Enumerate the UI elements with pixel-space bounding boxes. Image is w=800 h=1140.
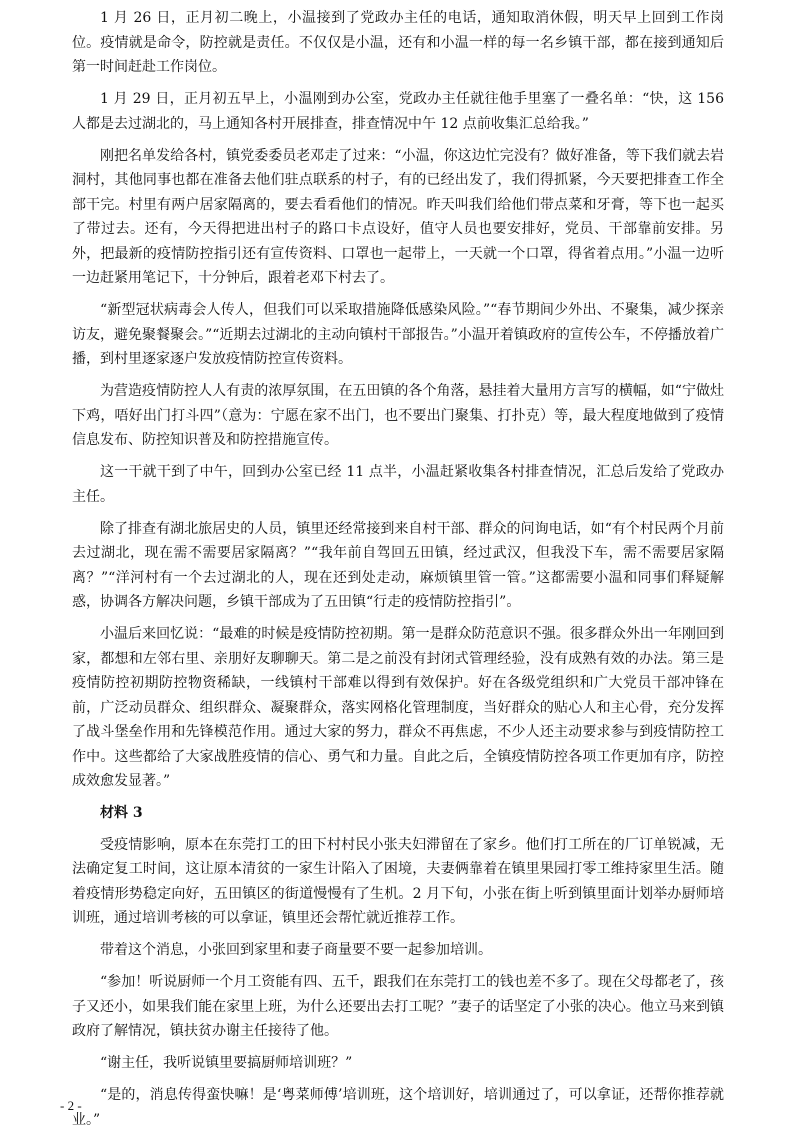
paragraph: 1 月 26 日，正月初二晚上，小温接到了党政办主任的电话，通知取消休假，明天早上回到工作岗位。疫情就是命令，防控就是责任。不仅仅是小温，还有和小温一样的每一名乡镇干部，都在接到通知后第一时间赶赴工作岗位。 [72, 10, 724, 75]
paragraph: 1 月 29 日，正月初五早上，小温刚到办公室，党政办主任就往他手里塞了一叠名单：“快，这 156 人都是去过湖北的，马上通知各村开展排查，排查情况中午 12 点前收集汇总给我。” [72, 91, 724, 132]
paragraph: 除了排查有湖北旅居史的人员，镇里还经常接到来自村干部、群众的问询电话，如“有个村民两个月前去过湖北，现在需不需要居家隔离？”“我年前自驾回五田镇，经过武汉，但我没下车，需不需要居家隔离？”“洋河村有一个去过湖北的人，现在还到处走动，麻烦镇里管一管。”这都需要小温和同事们释疑解惑，协调各方解决问题，乡镇干部成为了五田镇“行走的疫情防控指引”。 [72, 520, 724, 610]
paragraph: 受疫情影响，原本在东莞打工的田下村村民小张夫妇滞留在了家乡。他们打工所在的厂订单锐减，无法确定复工时间，这让原本清贫的一家生计陷入了困境，夫妻俩靠着在镇里果园打零工维持家里生活。随着疫情形势稳定向好，五田镇区的街道慢慢有了生机。2 月下旬，小张在街上听到镇里面计划举办厨师培训班，通过培训考核的可以拿证，镇里还会帮忙就近推荐工作。 [72, 836, 724, 926]
paragraph: “谢主任，我听说镇里要搞厨师培训班？” [100, 1055, 353, 1071]
paragraph: “新型冠状病毒会人传人，但我们可以采取措施降低感染风险。”“春节期间少外出、不聚集，减少探亲访友，避免聚餐聚会。”“近期去过湖北的主动向镇村干部报告。”小温开着镇政府的宣传公车，不停播放着广播，到村里逐家逐户发放疫情防控宣传资料。 [72, 302, 724, 367]
paragraph: 这一干就干到了中午，回到办公室已经 11 点半，小温赶紧收集各村排查情况，汇总后发给了党政办主任。 [72, 464, 724, 505]
paragraph: “是的，消息传得蛮快嘛！是‘粤菜师傅’培训班，这个培训好，培训通过了，可以拿证，还帮你推荐就业。” [72, 1087, 724, 1128]
page-number: - 2 - [60, 1098, 82, 1113]
document-page [72, 6, 724, 1140]
paragraph: 刚把名单发给各村，镇党委委员老邓走了过来：“小温，你这边忙完没有？做好准备，等下我们就去岩洞村，其他同事也都在准备去他们驻点联系的村子，有的已经出发了，我们得抓紧，今天要把排查工作全部干完。村里有两户居家隔离的，要去看看他们的情况。昨天叫我们给他们带点菜和牙膏，等下也一起买了带过去。还有，今天得把进出村子的路口卡点设好，值守人员也要安排好，党员、干部靠前安排。另外，把最新的疫情防控指引还有宣传资料、口罩也一起带上，一天就一个口罩，得省着点用。”小温一边听一边赶紧用笔记下，十分钟后，跟着老邓下村去了。 [72, 147, 724, 286]
section-heading: 材料 3 [100, 805, 143, 821]
paragraph: 小温后来回忆说：“最难的时候是疫情防控初期。第一是群众防范意识不强。很多群众外出一年刚回到家，都想和左邻右里、亲朋好友聊聊天。第二是之前没有封闭式管理经验，没有成熟有效的办法。第三是疫情防控初期防控物资稀缺，一线镇村干部难以得到有效保护。好在各级党组织和广大党员干部冲锋在前，广泛动员群众、组织群众、凝聚群众，落实网格化管理制度，当好群众的贴心人和主心骨，充分发挥了战斗堡垒作用和先锋模范作用。通过大家的努力，群众不再焦虑，不少人还主动要求参与到疫情防控工作中。这些都给了大家战胜疫情的信心、勇气和力量。自此之后，全镇疫情防控各项工作更加有序，防控成效愈发显著。” [72, 626, 724, 789]
paragraph: “参加！听说厨师一个月工资能有四、五千，跟我们在东莞打工的钱也差不多了。现在父母都老了，孩子又还小，如果我们能在家里上班，为什么还要出去打工呢？”妻子的话坚定了小张的决心。他立马来到镇政府了解情况，镇扶贫办谢主任接待了他。 [72, 974, 724, 1039]
paragraph: 为营造疫情防控人人有责的浓厚氛围，在五田镇的各个角落，悬挂着大量用方言写的横幅，如“宁做灶下鸡，唔好出门打斗四”（意为：宁愿在家不出门，也不要出门聚集、打扑克）等，最大程度地做到了疫情信息发布、防控知识普及和防控措施宣传。 [72, 383, 724, 448]
paragraph: 带着这个消息，小张回到家里和妻子商量要不要一起参加培训。 [100, 942, 492, 958]
